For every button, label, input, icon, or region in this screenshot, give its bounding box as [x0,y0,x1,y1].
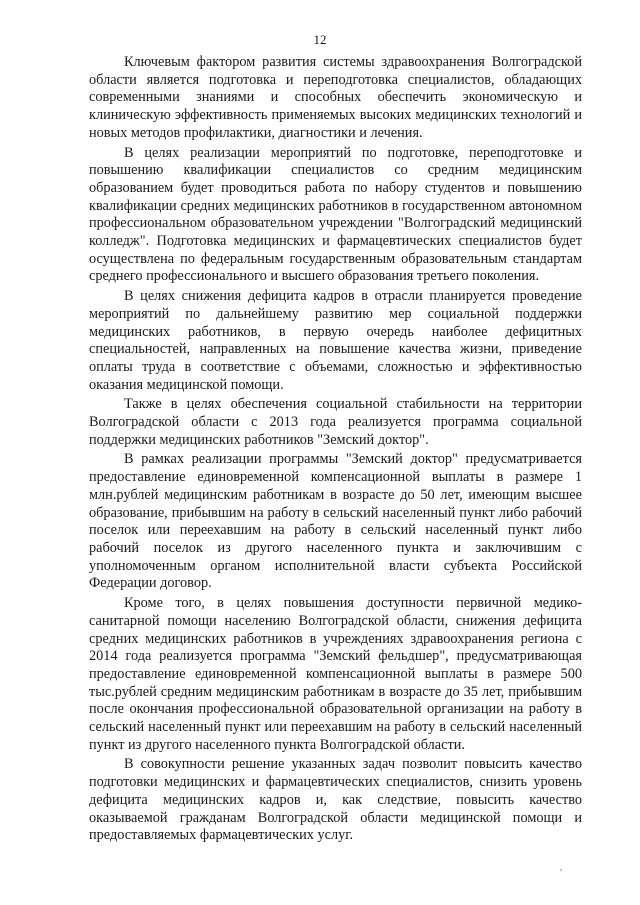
paragraph-zemsky-doctor-terms: В рамках реализации программы "Земский доктор" предусматривается предоставление единовременной компенсационной выплаты в размере 1 млн.рублей медицинским работникам в возрасте до 50 лет, имеющим высшее образование, прибывшим на работу в сельский населенный пункт либо рабочий поселок или переехавшим на работу в сельский населенный пункт либо рабочий поселок из другого населенного пункта и заключившим с уполномоченным органом исполнительной власти субъекта Российской Федерации договор. [89,451,582,592]
paragraph-key-factor: Ключевым фактором развития системы здравоохранения Волгоградской области является подготовка и переподготовка специалистов, обладающих современными знаниями и способных обеспечить экономическую и клиническую эффективность применяемых высоких медицинских технологий и новых методов профилактики, диагностики и лечения. [89,54,582,141]
paragraph-conclusion: В совокупности решение указанных задач позволит повысить качество подготовки медицинских и фармацевтических специалистов, снизить уровень дефицита медицинских кадров и, как следствие, повысить качество оказываемой гражданам Волгоградской области медицинской помощи и предоставляемых фармацевтических услуг. [89,756,582,844]
paragraph-zemsky-doctor-intro: Также в целях обеспечения социальной стабильности на территории Волгоградской области с 2013 года реализуется программа социальной поддержки медицинских работников "Земский доктор". [89,396,582,448]
paragraph-zemsky-feldsher: Кроме того, в целях повышения доступности первичной медико-санитарной помощи населению Волгоградской области, снижения дефицита средних медицинских работников в учреждениях здравоохранения региона с 2014 года реализуется программа "Земский фельдшер", предусматривающая предоставление единовременной компенсационной выплаты в размере 500 тыс.рублей средним медицинским работникам в возрасте до 35 лет, прибывшим после окончания профессиональной образовательной организации на работу в сельский населенный пункт или переехавшим на работу в сельский населенный пункт из другого населенного пункта Волгоградской области. [89,595,582,753]
page-number: 12 [313,32,327,47]
body-text [89,54,582,847]
corner-mark: , [560,862,563,872]
paragraph-training-measures: В целях реализации мероприятий по подготовке, переподготовке и повышению квалификации специалистов со средним медицинским образованием будет проводиться работа по набору студентов и повышению квалификации средних медицинских работников в государственном автономном профессиональном образовательном учреждении "Волгоградский медицинский колледж". Подготовка медицинских и фармацевтических специалистов будет осуществлена по федеральным государственным образовательным стандартам среднего профессионального и высшего образования третьего поколения. [89,144,582,285]
paragraph-staff-shortage: В целях снижения дефицита кадров в отрасли планируется проведение мероприятий по дальнейшему развитию мер социальной поддержки медицинских работников, в первую очередь наиболее дефицитных специальностей, направленных на повышение качества жизни, приведение оплаты труда в соответствие с объемами, сложностью и эффективностью оказания медицинской помощи. [89,288,582,393]
